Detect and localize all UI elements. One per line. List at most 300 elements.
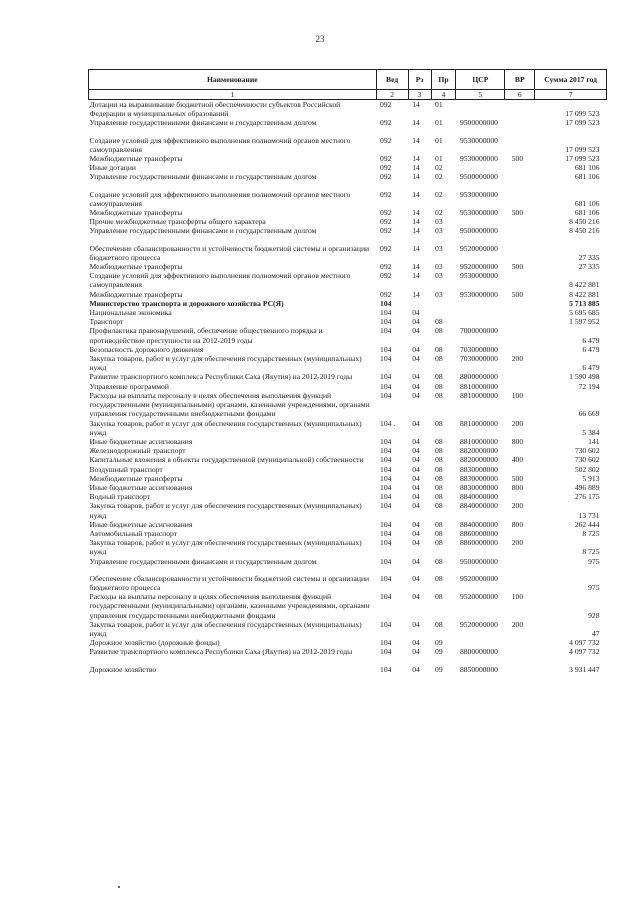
row-rz [408, 299, 431, 308]
row-vr [505, 299, 535, 308]
row-pr: 08 [435, 455, 443, 465]
row-ved: 104 [380, 317, 392, 327]
row-vr [505, 657, 535, 674]
row-rz: 04 [412, 538, 420, 548]
scan-speck [118, 886, 120, 888]
row-csr: 8840000000 [459, 492, 498, 502]
row-pr: 01 [435, 154, 443, 164]
table-row [89, 271, 607, 289]
row-sum: 975 [588, 582, 600, 592]
table-row [89, 290, 607, 299]
table-header [89, 70, 607, 100]
row-sum: 6 479 [582, 363, 600, 373]
row-rz: 14 [412, 226, 420, 236]
row-rz: 04 [412, 390, 420, 400]
row-csr: 8850000000 [459, 664, 498, 674]
row-sum: 5 713 885 [569, 298, 600, 308]
row-pr: 08 [435, 482, 443, 492]
row-name: Водный транспорт [89, 492, 151, 502]
table-row [89, 557, 607, 566]
row-name: Воздушный транспорт [89, 464, 163, 474]
row-pr: 03 [435, 217, 443, 227]
table-row [89, 154, 607, 163]
row-ved: 104 [380, 372, 392, 382]
row-vr: 800 [511, 519, 524, 529]
row-ved: 104 [380, 390, 392, 400]
row-pr: 03 [435, 262, 443, 272]
row-rz: 14 [412, 135, 420, 145]
row-ved: 092 [380, 135, 392, 145]
row-vr: 100 [511, 592, 524, 602]
row-ved: 104 [380, 638, 392, 648]
row-pr: 08 [435, 538, 443, 548]
row-csr: 8800000000 [459, 647, 498, 657]
page-number: 23 [315, 34, 325, 44]
row-rz: 14 [412, 208, 420, 218]
row-csr: 8830000000 [459, 473, 498, 483]
row-vr [505, 345, 535, 354]
table-row [89, 483, 607, 492]
row-vr [505, 326, 535, 344]
row-vr [505, 128, 535, 154]
table-row [89, 501, 607, 519]
row-pr: 08 [435, 464, 443, 474]
row-ved: 092 [380, 100, 392, 109]
row-pr: 02 [435, 172, 443, 182]
row-csr: 9520000000 [459, 243, 498, 253]
table-row [89, 391, 607, 419]
row-csr: 9500000000 [459, 226, 498, 236]
table-row [89, 172, 607, 181]
row-pr: 08 [435, 528, 443, 538]
row-sum: 496 889 [574, 482, 600, 492]
row-ved: 104 [380, 381, 392, 391]
row-ved: 104 [380, 501, 392, 511]
row-pr: 08 [435, 418, 443, 428]
table-row [89, 128, 607, 154]
table-row [89, 474, 607, 483]
row-sum: 4 097 732 [569, 647, 600, 657]
row-ved: 092 [380, 289, 392, 299]
row-sum: 8 422 881 [569, 289, 600, 299]
row-pr: 01 [435, 118, 443, 128]
row-name: Закупка товаров, работ и услуг для обеспечения государственных (муниципальных) нужд [89, 538, 362, 557]
row-csr: 8800000000 [459, 372, 498, 382]
row-pr [431, 299, 456, 308]
row-csr: 9500000000 [459, 172, 498, 182]
row-csr: 8860000000 [459, 528, 498, 538]
row-ved: 104 [380, 592, 392, 602]
header-vr: ВР [505, 70, 535, 90]
row-csr [456, 317, 505, 326]
row-rz: 04 [412, 344, 420, 354]
row-name: Капитальные вложения в объекты государственной (муниципальной) собственности [89, 455, 364, 465]
column-number: 4 [431, 90, 456, 100]
row-rz: 14 [412, 100, 420, 109]
row-csr: 9530000000 [459, 208, 498, 218]
table-row [89, 538, 607, 556]
row-csr: 9520000000 [459, 592, 498, 602]
row-csr [456, 163, 505, 172]
row-sum: 276 175 [574, 492, 600, 502]
row-rz: 04 [412, 308, 420, 318]
row-csr [456, 217, 505, 226]
row-name: Создание условий для эффективного выполнения полномочий органов местного самоуправления [89, 189, 351, 208]
row-csr: 8840000000 [459, 501, 498, 511]
row-ved: 092 [380, 172, 392, 182]
row-pr: 08 [435, 326, 443, 336]
row-vr [505, 308, 535, 317]
row-ved: 092 [380, 154, 392, 164]
row-name: Национальная экономика [89, 308, 172, 318]
column-number: 3 [408, 90, 431, 100]
row-sum: 141 [588, 436, 600, 446]
row-vr [505, 382, 535, 391]
row-ved: 104 [380, 519, 392, 529]
table-row [89, 100, 607, 119]
row-name: Межбюджетные трансферты [89, 262, 183, 272]
row-sum: 17 099 523 [565, 144, 600, 154]
row-pr: 08 [435, 354, 443, 364]
row-ved: 092 [380, 189, 392, 199]
row-vr [505, 236, 535, 262]
table-row [89, 657, 607, 674]
table-body [89, 100, 607, 674]
row-vr [505, 647, 535, 656]
row-name: Безопасность дорожного движения [89, 344, 204, 354]
table-row [89, 226, 607, 235]
table-row [89, 419, 607, 437]
row-rz: 04 [412, 354, 420, 364]
row-name: Автомобильный транспорт [89, 528, 178, 538]
row-name: Межбюджетные трансферты [89, 473, 183, 483]
row-rz: 14 [412, 154, 420, 164]
row-csr: 8810000000 [459, 436, 498, 446]
table-row [89, 326, 607, 344]
header-rz: Рз [408, 70, 431, 90]
column-number: 7 [535, 90, 607, 100]
row-name: Прочие межбюджетные трансферты общего характера [89, 217, 266, 227]
header-csr: ЦСР [456, 70, 505, 90]
row-pr: 08 [435, 556, 443, 566]
row-ved: 104 [380, 482, 392, 492]
row-csr: 9530000000 [459, 271, 498, 281]
row-name: Обеспечение сбалансированности и устойчивости бюджетной системы и организации бюджетного процесса [89, 243, 370, 262]
row-vr: 500 [511, 262, 524, 272]
row-name: Межбюджетные трансферты [89, 208, 183, 218]
row-rz: 14 [412, 289, 420, 299]
row-sum: 8 450 216 [569, 226, 600, 236]
row-vr: 500 [511, 473, 524, 483]
row-name: Иные дотации [89, 163, 136, 173]
row-csr: 8830000000 [459, 464, 498, 474]
column-number: 2 [376, 90, 408, 100]
row-sum: 47 [591, 628, 600, 638]
table-row [89, 354, 607, 372]
row-ved: 092 [380, 262, 392, 272]
row-name: Расходы на выплаты персоналу в целях обеспечения выполнения функций государственными (муниципальными) органами, казенными учреждениями, органами управления государственными внебюджетными фондами [89, 390, 370, 419]
row-name: Транспорт [89, 317, 124, 327]
row-sum: 681 106 [574, 163, 600, 173]
row-pr: 08 [435, 492, 443, 502]
row-name: Управление государственными финансами и государственным долгом [89, 172, 317, 182]
row-vr: 200 [511, 538, 524, 548]
row-sum: 17 099 523 [565, 118, 600, 128]
row-sum: 8 422 881 [569, 280, 600, 290]
budget-table [88, 69, 607, 674]
row-ved: 092 [380, 243, 392, 253]
row-ved: 092 [380, 217, 392, 227]
row-pr: 08 [435, 573, 443, 583]
row-pr: 08 [435, 381, 443, 391]
row-ved: 104 [380, 308, 392, 318]
table-row [89, 592, 607, 620]
row-pr: 03 [435, 243, 443, 253]
row-pr: 09 [435, 638, 443, 648]
row-ved: 104 [380, 664, 392, 674]
row-csr [456, 308, 505, 317]
row-name: Дорожное хозяйство (дорожные фонды) [89, 638, 220, 648]
row-csr: 8810000000 [459, 390, 498, 400]
row-csr: 8820000000 [459, 446, 498, 456]
row-name: Профилактика правонарушений, обеспечение общественного порядка и противодействие преступности на 2012-2019 годы [89, 326, 323, 345]
row-pr: 08 [435, 344, 443, 354]
row-rz: 04 [412, 619, 420, 629]
row-name: Иные бюджетные ассигнования [89, 482, 193, 492]
row-name: Закупка товаров, работ и услуг для обеспечения государственных (муниципальных) нужд [89, 418, 362, 437]
row-name: Управление государственными финансами и государственным долгом [89, 118, 317, 128]
row-vr [505, 492, 535, 501]
row-rz: 04 [412, 638, 420, 648]
row-ved: 104 . [380, 418, 396, 428]
row-vr [505, 317, 535, 326]
table-row [89, 308, 607, 317]
row-csr: 8810000000 [459, 418, 498, 428]
row-csr: 9530000000 [459, 154, 498, 164]
row-ved: 092 [380, 208, 392, 218]
table-row [89, 647, 607, 656]
header-sum: Сумма 2017 год [535, 70, 607, 90]
header-name: Наименование [89, 70, 377, 90]
table-row [89, 455, 607, 464]
row-ved: 104 [380, 455, 392, 465]
row-rz: 04 [412, 492, 420, 502]
row-name: Управление государственными финансами и государственным долгом [89, 226, 317, 236]
row-sum: 1 597 952 [569, 317, 600, 327]
row-rz: 14 [412, 189, 420, 199]
row-ved: 104 [380, 573, 392, 583]
row-vr [505, 226, 535, 235]
row-rz: 14 [412, 118, 420, 128]
row-rz: 14 [412, 271, 420, 281]
row-rz: 14 [412, 243, 420, 253]
row-ved: 104 [380, 556, 392, 566]
row-csr: 7000000000 [459, 326, 498, 336]
row-name: Управление государственными финансами и государственным долгом [89, 556, 317, 566]
row-name: Дорожное хозяйство [89, 664, 157, 674]
row-rz: 04 [412, 455, 420, 465]
table-row [89, 520, 607, 529]
row-pr: 01 [435, 135, 443, 145]
row-sum: 4 097 732 [569, 638, 600, 648]
row-pr [431, 308, 456, 317]
row-ved: 104 [380, 326, 392, 336]
row-pr: 09 [435, 664, 443, 674]
row-sum: 27 335 [578, 252, 600, 262]
row-ved: 104 [380, 354, 392, 364]
row-csr: 9520000000 [459, 262, 498, 272]
table-row [89, 465, 607, 474]
row-pr: 08 [435, 390, 443, 400]
row-rz: 04 [412, 372, 420, 382]
row-vr [505, 118, 535, 127]
row-sum: 5 384 [582, 427, 600, 437]
row-ved: 092 [380, 163, 392, 173]
row-vr: 800 [511, 436, 524, 446]
row-vr [505, 465, 535, 474]
row-csr: 9500000000 [459, 118, 498, 128]
row-rz: 04 [412, 418, 420, 428]
row-vr [505, 638, 535, 647]
row-ved: 104 [380, 446, 392, 456]
table-row [89, 208, 607, 217]
row-sum: 17 099 523 [565, 154, 600, 164]
row-pr: 01 [435, 100, 443, 109]
row-csr: 9530000000 [459, 289, 498, 299]
row-sum: 681 106 [574, 198, 600, 208]
row-ved: 092 [380, 226, 392, 236]
row-sum: 730 602 [574, 455, 600, 465]
row-sum: 8 725 [582, 547, 600, 557]
row-sum: 27 335 [578, 262, 600, 272]
row-csr: 8820000000 [459, 455, 498, 465]
row-vr [505, 372, 535, 381]
row-sum: 502 802 [574, 464, 600, 474]
row-name: Министерство транспорта и дорожного хозяйства РС(Я) [89, 298, 284, 308]
row-vr [505, 182, 535, 208]
row-sum: 3 931 447 [569, 664, 600, 674]
table-row [89, 236, 607, 262]
row-name: Создание условий для эффективного выполнения полномочий органов местного самоуправления [89, 135, 351, 154]
row-csr [456, 638, 505, 647]
row-csr: 8840000000 [459, 519, 498, 529]
row-sum: 66 669 [578, 409, 600, 419]
row-rz: 04 [412, 647, 420, 657]
row-vr: 100 [511, 390, 524, 400]
row-pr: 02 [435, 189, 443, 199]
row-vr: 800 [511, 482, 524, 492]
row-vr [505, 217, 535, 226]
row-ved: 104 [380, 464, 392, 474]
table-row [89, 372, 607, 381]
row-sum: 8 725 [582, 528, 600, 538]
row-csr: 7030000000 [459, 354, 498, 364]
row-csr: 8810000000 [459, 381, 498, 391]
row-name: Закупка товаров, работ и услуг для обеспечения государственных (муниципальных) нужд [89, 619, 362, 638]
row-vr [505, 100, 535, 119]
row-pr: 08 [435, 317, 443, 327]
table-row [89, 217, 607, 226]
column-number: 5 [456, 90, 505, 100]
table-row [89, 437, 607, 446]
row-pr: 08 [435, 372, 443, 382]
row-vr: 400 [511, 455, 524, 465]
table-row [89, 182, 607, 208]
row-name: Управление программой [89, 381, 169, 391]
table-row [89, 317, 607, 326]
row-sum: 72 194 [578, 381, 600, 391]
row-vr [505, 163, 535, 172]
table-row [89, 118, 607, 127]
row-sum: 5 913 [582, 473, 600, 483]
row-csr: 9520000000 [459, 619, 498, 629]
row-pr: 03 [435, 289, 443, 299]
row-rz: 04 [412, 317, 420, 327]
row-pr: 08 [435, 592, 443, 602]
row-name: Обеспечение сбалансированности и устойчивости бюджетной системы и организации бюджетного процесса [89, 573, 370, 592]
row-csr: 7030000000 [459, 344, 498, 354]
row-vr: 500 [511, 154, 524, 164]
row-vr [505, 172, 535, 181]
row-rz: 04 [412, 381, 420, 391]
row-name: Развитие транспортного комплекса Республики Саха (Якутия) на 2012-2019 годы [89, 372, 353, 382]
row-sum: 681 106 [574, 208, 600, 218]
table-row [89, 638, 607, 647]
row-rz: 04 [412, 436, 420, 446]
row-sum: 928 [588, 610, 600, 620]
row-sum: 681 106 [574, 172, 600, 182]
row-rz: 14 [412, 262, 420, 272]
table-row [89, 446, 607, 455]
row-name: Создание условий для эффективного выполнения полномочий органов местного самоуправления [89, 271, 351, 290]
table-row [89, 345, 607, 354]
row-pr: 08 [435, 519, 443, 529]
row-name: Иные бюджетные ассигнования [89, 519, 193, 529]
row-vr: 500 [511, 208, 524, 218]
row-csr: 9520000000 [459, 573, 498, 583]
row-pr: 09 [435, 647, 443, 657]
row-vr: 200 [511, 354, 524, 364]
table-row [89, 620, 607, 638]
row-csr: 8830000000 [459, 482, 498, 492]
column-number: 6 [505, 90, 535, 100]
table-row [89, 262, 607, 271]
row-vr: 200 [511, 418, 524, 428]
row-sum: 8 450 216 [569, 217, 600, 227]
row-rz: 04 [412, 464, 420, 474]
row-name: Межбюджетные трансферты [89, 289, 183, 299]
row-pr: 03 [435, 226, 443, 236]
row-vr [505, 271, 535, 289]
row-sum: 5 695 685 [569, 308, 600, 318]
row-rz: 04 [412, 573, 420, 583]
table-row [89, 382, 607, 391]
row-sum: 6 479 [582, 335, 600, 345]
row-name: Расходы на выплаты персоналу в целях обеспечения выполнения функций государственными (муниципальными) органами, казенными учреждениями, органами управления государственными внебюджетными фондами [89, 592, 370, 620]
row-rz: 04 [412, 556, 420, 566]
row-ved: 104 [380, 619, 392, 629]
row-ved: 104 [380, 436, 392, 446]
row-csr: 9530000000 [459, 135, 498, 145]
row-ved: 092 [380, 118, 392, 128]
row-csr: 9530000000 [459, 189, 498, 199]
table-row [89, 492, 607, 501]
column-number: 1 [89, 90, 377, 100]
row-name: Развитие транспортного комплекса Республики Саха (Якутия) на 2012-2019 годы [89, 647, 353, 657]
row-rz: 04 [412, 473, 420, 483]
row-pr: 08 [435, 473, 443, 483]
row-sum: 17 099 523 [565, 109, 600, 119]
